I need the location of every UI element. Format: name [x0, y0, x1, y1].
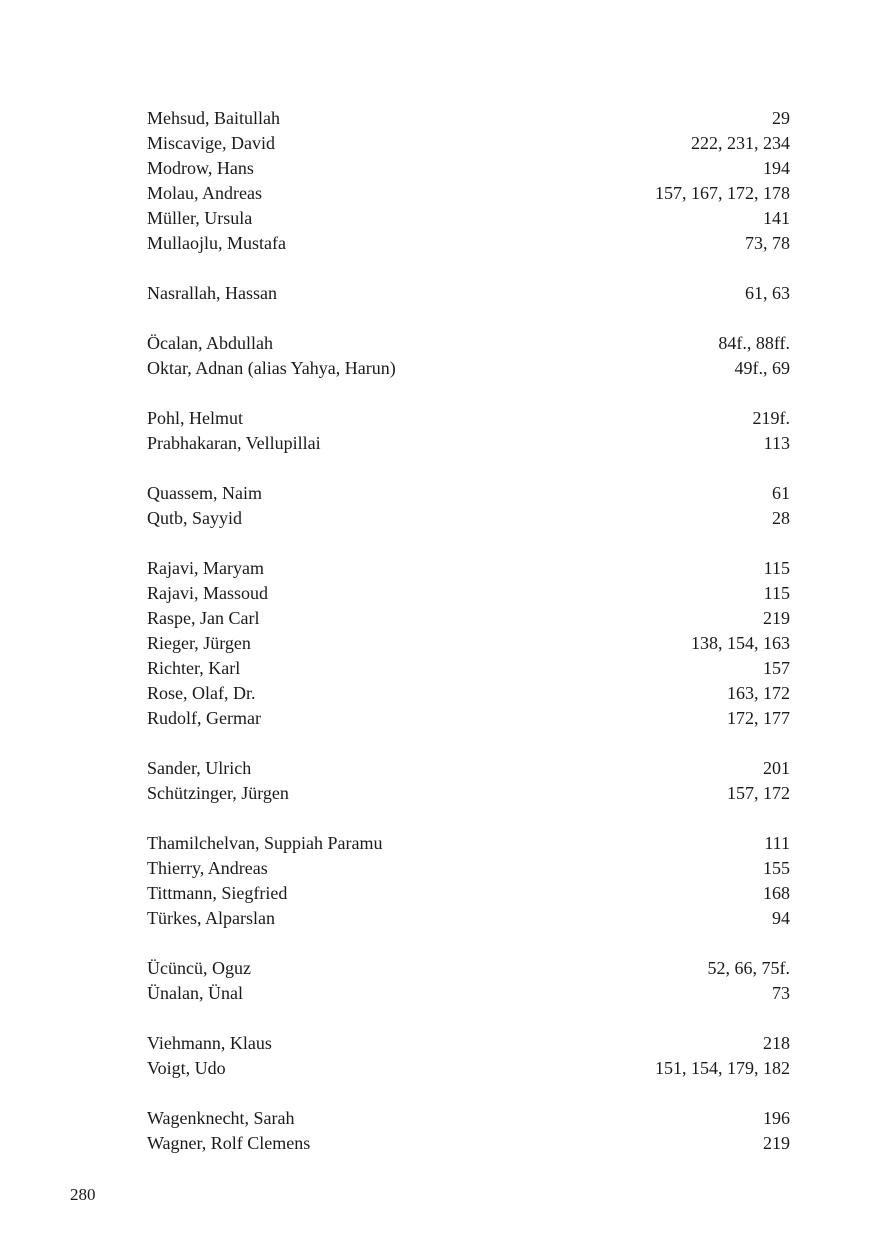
index-entry — [147, 331, 790, 356]
index-entry — [147, 556, 790, 581]
entry-pages: 155 — [763, 858, 790, 878]
entry-pages: 115 — [763, 583, 790, 603]
entry-name: Nasrallah, Hassan — [147, 283, 277, 303]
entry-pages: 157, 172 — [727, 783, 790, 803]
index-entry — [147, 756, 790, 781]
page-number: 280 — [70, 1185, 96, 1204]
index-entry — [147, 506, 790, 531]
index-entry — [147, 881, 790, 906]
entry-pages: 52, 66, 75f. — [707, 958, 790, 978]
entry-name: Rose, Olaf, Dr. — [147, 683, 256, 703]
entry-name: Molau, Andreas — [147, 183, 262, 203]
entry-name: Thamilchelvan, Suppiah Paramu — [147, 833, 383, 853]
entry-name: Sander, Ulrich — [147, 758, 252, 778]
index-entry — [147, 681, 790, 706]
entry-pages: 222, 231, 234 — [691, 133, 790, 153]
entry-name: Wagenknecht, Sarah — [147, 1108, 295, 1128]
entry-name: Schützinger, Jürgen — [147, 783, 289, 803]
entry-pages: 28 — [772, 508, 790, 528]
entry-name: Viehmann, Klaus — [147, 1033, 272, 1053]
entry-name: Richter, Karl — [147, 658, 241, 678]
entry-name: Tittmann, Siegfried — [147, 883, 288, 903]
entry-pages: 218 — [763, 1033, 790, 1053]
index-group-m — [147, 106, 790, 256]
index-group-u — [147, 956, 790, 1006]
entry-name: Mullaojlu, Mustafa — [147, 233, 286, 253]
entry-pages: 196 — [763, 1108, 790, 1128]
index-entry — [147, 831, 790, 856]
index-entry — [147, 231, 790, 256]
index-entry — [147, 1031, 790, 1056]
index-entry — [147, 131, 790, 156]
index-entry — [147, 1131, 790, 1156]
entry-name: Mehsud, Baitullah — [147, 108, 280, 128]
entry-pages: 168 — [763, 883, 790, 903]
entry-pages: 61, 63 — [745, 283, 790, 303]
entry-pages: 113 — [763, 433, 790, 453]
entry-name: Ünalan, Ünal — [147, 983, 243, 1003]
entry-pages: 157, 167, 172, 178 — [655, 183, 790, 203]
index-group-r — [147, 556, 790, 731]
entry-name: Wagner, Rolf Clemens — [147, 1133, 311, 1153]
index-entry — [147, 406, 790, 431]
index-group-s — [147, 756, 790, 806]
index-group-q — [147, 481, 790, 531]
entry-pages: 94 — [772, 908, 790, 928]
index-group-w — [147, 1106, 790, 1156]
index-group-n — [147, 281, 790, 306]
index-group-v — [147, 1031, 790, 1081]
entry-name: Quassem, Naim — [147, 483, 262, 503]
entry-name: Pohl, Helmut — [147, 408, 244, 428]
entry-pages: 201 — [763, 758, 790, 778]
entry-pages: 138, 154, 163 — [691, 633, 790, 653]
index-entry — [147, 481, 790, 506]
entry-pages: 157 — [763, 658, 790, 678]
entry-name: Raspe, Jan Carl — [147, 608, 260, 628]
name-index — [147, 106, 790, 1156]
index-entry — [147, 781, 790, 806]
entry-name: Miscavige, David — [147, 133, 275, 153]
index-entry — [147, 956, 790, 981]
entry-pages: 115 — [763, 558, 790, 578]
index-entry — [147, 281, 790, 306]
entry-name: Oktar, Adnan (alias Yahya, Harun) — [147, 358, 396, 378]
index-entry — [147, 156, 790, 181]
entry-pages: 84f., 88ff. — [718, 333, 790, 353]
entry-pages: 61 — [772, 483, 790, 503]
index-group-p — [147, 406, 790, 456]
index-entry — [147, 606, 790, 631]
index-entry — [147, 106, 790, 131]
entry-pages: 73, 78 — [745, 233, 790, 253]
entry-pages: 163, 172 — [727, 683, 790, 703]
index-entry — [147, 581, 790, 606]
entry-pages: 151, 154, 179, 182 — [655, 1058, 790, 1078]
entry-pages: 111 — [764, 833, 790, 853]
entry-pages: 194 — [763, 158, 790, 178]
index-entry — [147, 1106, 790, 1131]
index-entry — [147, 206, 790, 231]
index-entry — [147, 981, 790, 1006]
entry-name: Rudolf, Germar — [147, 708, 261, 728]
index-entry — [147, 1056, 790, 1081]
entry-name: Türkes, Alparslan — [147, 908, 275, 928]
index-entry — [147, 181, 790, 206]
index-entry — [147, 431, 790, 456]
entry-name: Qutb, Sayyid — [147, 508, 243, 528]
entry-pages: 29 — [772, 108, 790, 128]
entry-name: Rajavi, Maryam — [147, 558, 264, 578]
entry-pages: 49f., 69 — [734, 358, 790, 378]
entry-name: Prabhakaran, Vellupillai — [147, 433, 321, 453]
entry-pages: 219 — [763, 1133, 790, 1153]
index-entry — [147, 856, 790, 881]
entry-name: Rieger, Jürgen — [147, 633, 251, 653]
entry-pages: 73 — [772, 983, 790, 1003]
index-group-t — [147, 831, 790, 931]
entry-name: Voigt, Udo — [147, 1058, 226, 1078]
index-entry — [147, 906, 790, 931]
entry-pages: 219 — [763, 608, 790, 628]
entry-pages: 141 — [763, 208, 790, 228]
entry-name: Ücüncü, Oguz — [147, 958, 251, 978]
index-entry — [147, 356, 790, 381]
entry-pages: 219f. — [752, 408, 790, 428]
index-group-o — [147, 331, 790, 381]
entry-name: Modrow, Hans — [147, 158, 254, 178]
entry-name: Müller, Ursula — [147, 208, 253, 228]
entry-name: Rajavi, Massoud — [147, 583, 268, 603]
entry-name: Thierry, Andreas — [147, 858, 268, 878]
entry-name: Öcalan, Abdullah — [147, 333, 273, 353]
index-entry — [147, 706, 790, 731]
index-entry — [147, 656, 790, 681]
index-entry — [147, 631, 790, 656]
entry-pages: 172, 177 — [727, 708, 790, 728]
